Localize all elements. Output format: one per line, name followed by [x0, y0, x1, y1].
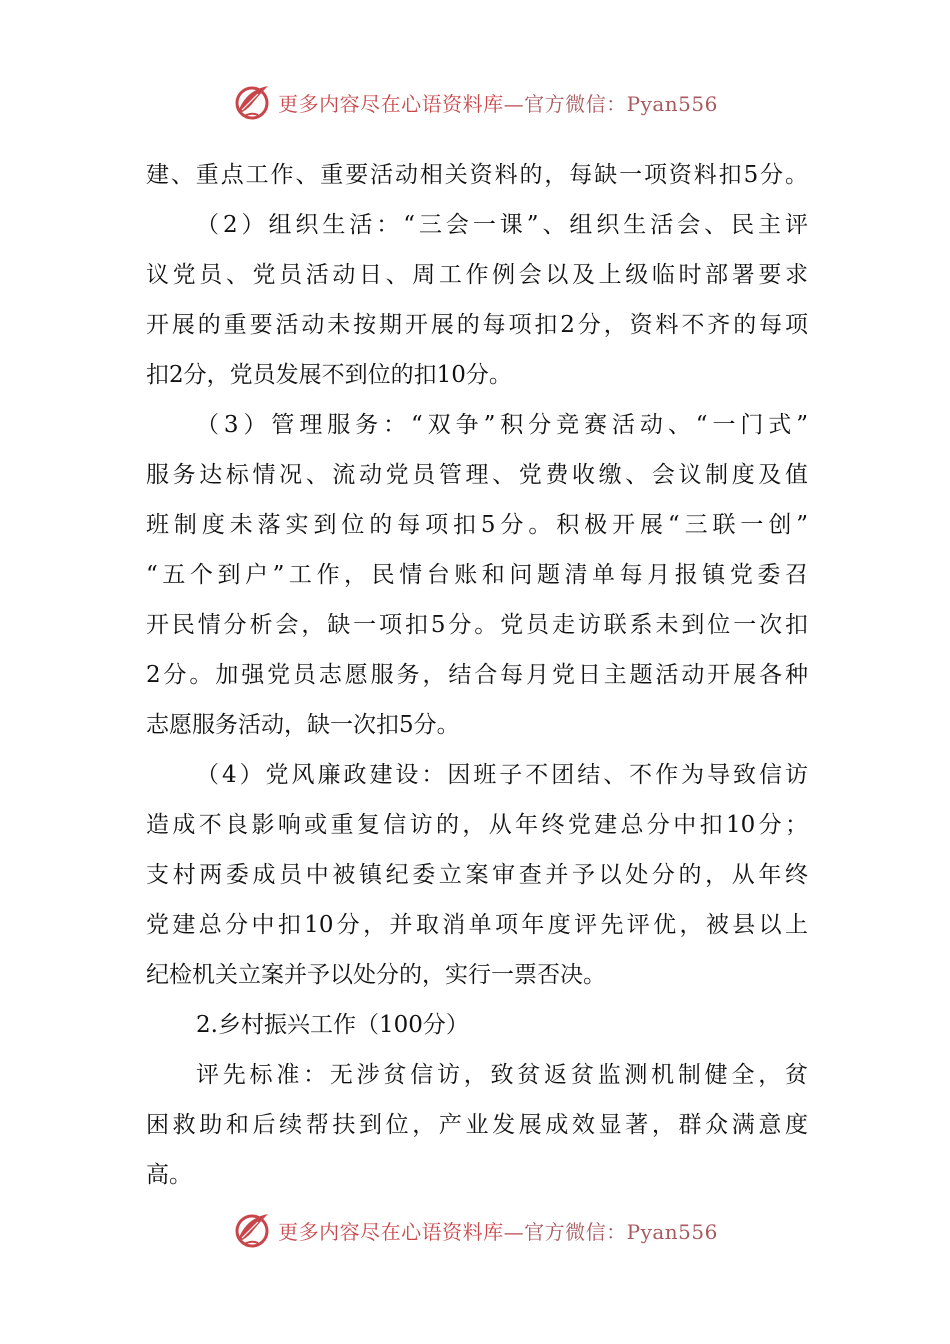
document-body [146, 150, 808, 1200]
text-line: 困救助和后续帮扶到位，产业发展成效显著，群众满意度 [146, 1112, 808, 1138]
quill-pen-logo-icon [232, 1210, 272, 1250]
text-line: 服务达标情况、流动党员管理、党费收缴、会议制度及值 [146, 462, 808, 488]
footer-watermark-banner [0, 1208, 950, 1252]
text-line: 评先标准：无涉贫信访，致贫返贫监测机制健全，贫 [196, 1062, 808, 1088]
text-line: 2分。加强党员志愿服务，结合每月党日主题活动开展各种 [146, 662, 808, 688]
text-line: 造成不良影响或重复信访的，从年终党建总分中扣10分； [146, 812, 808, 838]
text-line: 扣2分，党员发展不到位的扣10分。 [146, 362, 512, 388]
header-watermark-banner [0, 80, 950, 124]
text-line: 纪检机关立案并予以处分的，实行一票否决。 [146, 962, 606, 988]
quill-pen-logo-icon [232, 82, 272, 122]
text-line: （3）管理服务：“双争”积分竞赛活动、“一门式” [196, 412, 808, 438]
text-line: 议党员、党员活动日、周工作例会以及上级临时部署要求 [146, 262, 808, 288]
banner-text: 更多内容尽在心语资料库—官方微信：Pyan556 [278, 1219, 718, 1244]
text-line: 开民情分析会，缺一项扣5分。党员走访联系未到位一次扣 [146, 612, 808, 638]
text-line: 班制度未落实到位的每项扣5分。积极开展“三联一创” [146, 512, 808, 538]
text-line: 支村两委成员中被镇纪委立案审查并予以处分的，从年终 [146, 862, 808, 888]
text-line: （2）组织生活：“三会一课”、组织生活会、民主评 [196, 212, 808, 238]
text-line: 高。 [146, 1162, 192, 1188]
text-line: 党建总分中扣10分，并取消单项年度评先评优，被县以上 [146, 912, 808, 938]
text-line: （4）党风廉政建设：因班子不团结、不作为导致信访 [196, 762, 808, 788]
text-line: 开展的重要活动未按期开展的每项扣2分，资料不齐的每项 [146, 312, 808, 338]
text-line: 2.乡村振兴工作（100分） [196, 1012, 469, 1038]
banner-text: 更多内容尽在心语资料库—官方微信：Pyan556 [278, 91, 718, 116]
text-line: 建、重点工作、重要活动相关资料的，每缺一项资料扣5分。 [146, 162, 808, 188]
text-line: 志愿服务活动，缺一次扣5分。 [146, 712, 460, 738]
text-line: “五个到户”工作，民情台账和问题清单每月报镇党委召 [146, 562, 808, 588]
